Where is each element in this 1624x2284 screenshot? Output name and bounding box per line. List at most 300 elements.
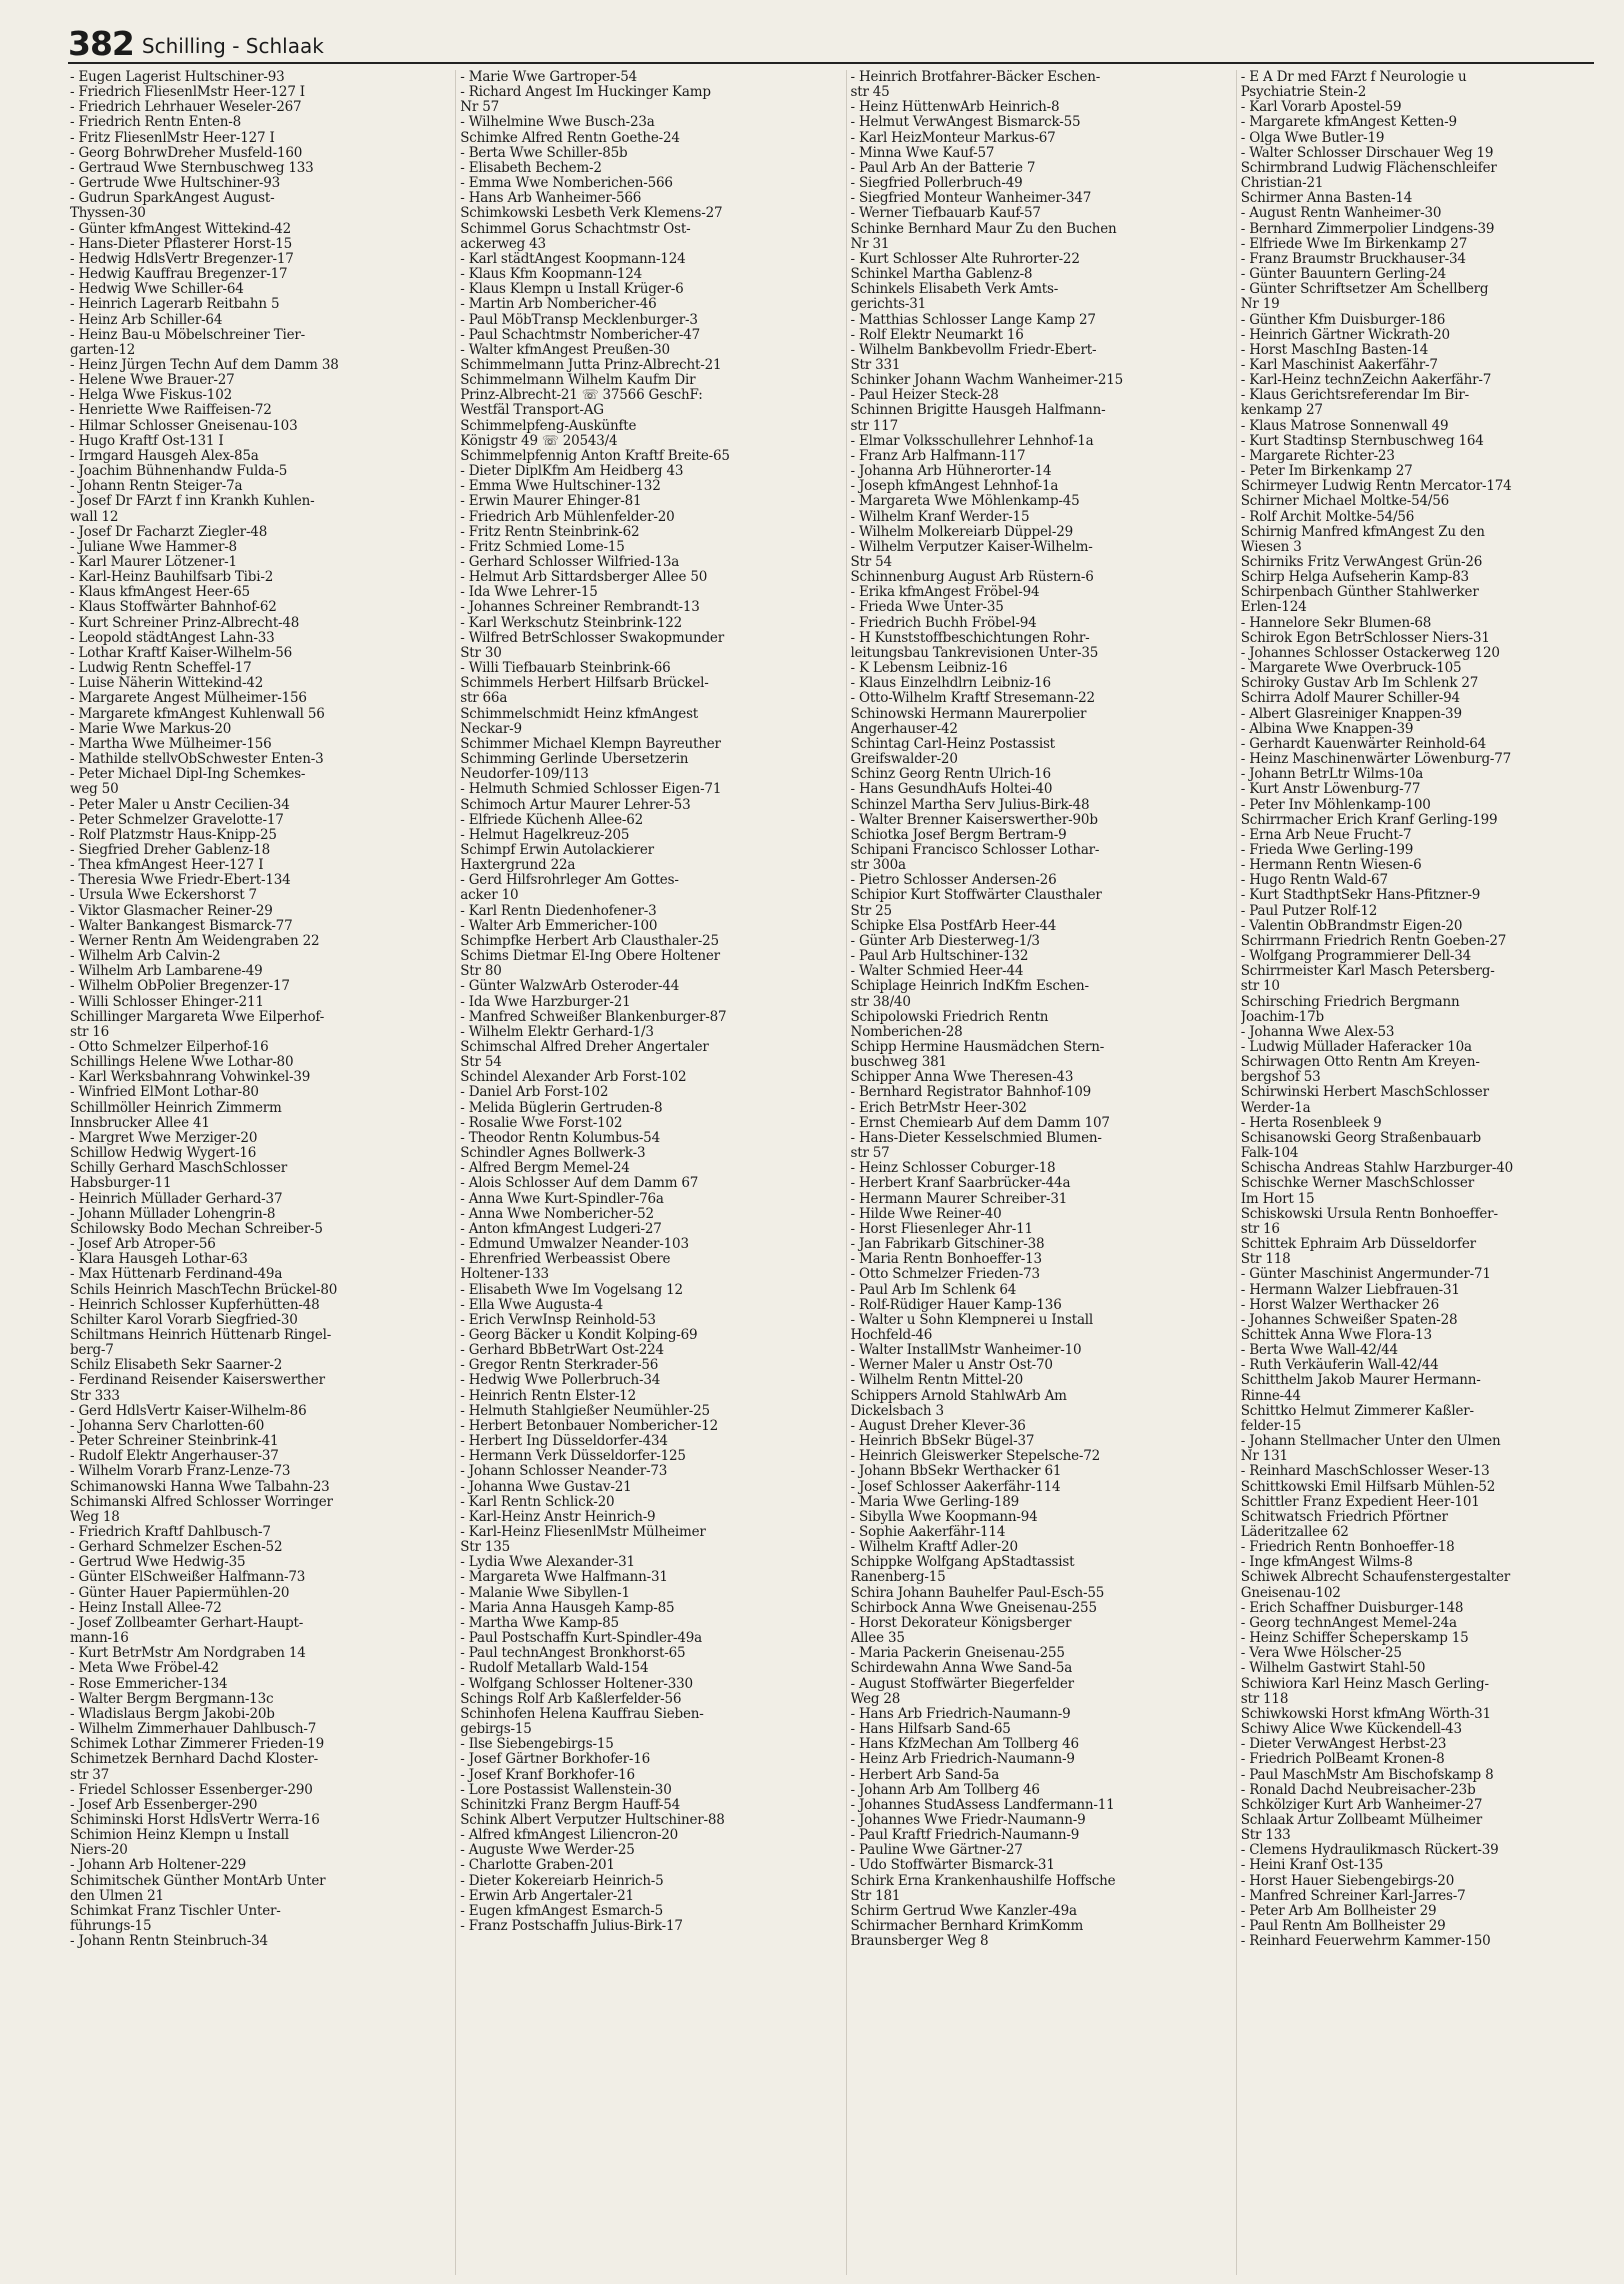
directory-entry: - Heinz Bau-u Möbelschreiner Tier- <box>70 327 306 343</box>
directory-entry: str 16 <box>1240 1221 1280 1237</box>
directory-entry: - Rosalie Wwe Forst-102 <box>460 1115 623 1131</box>
directory-entry: Str 133 <box>1240 1828 1291 1844</box>
directory-entry: - Georg BohrwDreher Musfeld-160 <box>70 145 303 161</box>
directory-entry: - Herta Rosenbleek 9 <box>1240 1115 1382 1131</box>
directory-entry: Schimmelpfennig Anton Kraftf Breite-65 <box>460 448 730 464</box>
directory-entry: - Josef Zollbeamter Gerhart-Haupt- <box>70 1615 304 1631</box>
directory-entry: str 300a <box>850 858 906 874</box>
directory-entry: - Peter Maler u Anstr Cecilien-34 <box>70 797 290 813</box>
directory-entry: - Peter Im Birkenkamp 27 <box>1240 464 1413 480</box>
directory-entry: Schimmelschmidt Heinz kfmAngest <box>460 706 699 722</box>
directory-entry: Schilz Elisabeth Sekr Saarner-2 <box>70 1358 283 1374</box>
directory-entry: Holtener-133 <box>460 1267 549 1283</box>
directory-entry: - Helene Wwe Brauer-27 <box>70 373 235 389</box>
directory-entry: Str 25 <box>850 903 892 919</box>
directory-entry: Schirra Adolf Maurer Schiller-94 <box>1240 691 1460 707</box>
directory-entry: - Walter Schlosser Dirschauer Weg 19 <box>1240 145 1494 161</box>
directory-entry: - Heinrich BbSekr Bügel-37 <box>850 1434 1035 1450</box>
directory-entry: Gneisenau-102 <box>1240 1585 1341 1601</box>
directory-entry: - Hans KfzMechan Am Tollberg 46 <box>850 1737 1079 1753</box>
directory-entry: - Paul Rentn Am Bollheister 29 <box>1240 1919 1446 1935</box>
directory-entry: str 45 <box>850 85 890 101</box>
directory-entry: - Hedwig HdlsVertr Bregenzer-17 <box>70 251 294 267</box>
directory-column-2 <box>455 70 829 2275</box>
directory-entry: Schira Johann Bauhelfer Paul-Esch-55 <box>850 1585 1105 1601</box>
directory-entry: - Emma Wwe Nomberichen-566 <box>460 176 673 192</box>
directory-entry: Str 30 <box>460 645 502 661</box>
directory-entry: - Johanna Wwe Gustav-21 <box>460 1479 632 1495</box>
directory-entry: - Walter Arb Emmericher-100 <box>460 918 658 934</box>
directory-entry: - Hilmar Schlosser Gneisenau-103 <box>70 418 298 434</box>
directory-entry: - Ludwig Müllader Haferacker 10a <box>1240 1040 1472 1055</box>
directory-entry: führungs-15 <box>70 1919 152 1935</box>
directory-entry: - Paul Heizer Steck-28 <box>850 388 999 404</box>
directory-entry: Schirmeyer Ludwig Rentn Mercator-174 <box>1240 479 1512 495</box>
directory-entry: - Albina Wwe Knappen-39 <box>1240 721 1414 737</box>
directory-entry: - Klaus Gerichtsreferendar Im Bir- <box>1240 388 1470 404</box>
directory-entry: - Johannes Schlosser Ostackerweg 120 <box>1240 645 1500 661</box>
directory-entry: - Klaus kfmAngest Heer-65 <box>70 585 250 601</box>
directory-entry: - Sophie Aakerfähr-114 <box>850 1525 1006 1540</box>
directory-entry: - Helmuth Stahlgießer Neumühler-25 <box>460 1403 710 1419</box>
directory-entry: - Matthias Schlosser Lange Kamp 27 <box>850 312 1096 328</box>
directory-entry: Schiwek Albrecht Schaufenstergestalter <box>1240 1570 1511 1586</box>
directory-entry: Schipolowski Friedrich Rentn <box>850 1009 1049 1025</box>
directory-entry: - Luise Näherin Wittekind-42 <box>70 676 264 692</box>
directory-entry: - Wilhelm Verputzer Kaiser-Wilhelm- <box>850 539 1093 555</box>
directory-entry: - Wilhelm ObPolier Bregenzer-17 <box>70 979 290 995</box>
directory-entry: - Günter ElSchweißer Halfmann-73 <box>70 1570 306 1586</box>
directory-entry: Nr 31 <box>850 236 890 252</box>
directory-entry: - Pauline Wwe Gärtner-27 <box>850 1843 1023 1859</box>
directory-entry: - Maria Rentn Bonhoeffer-13 <box>850 1252 1042 1268</box>
directory-entry: - Heinz Maschinenwärter Löwenburg-77 <box>1240 752 1512 768</box>
directory-entry: - Paul MaschMstr Am Bischofskamp 8 <box>1240 1767 1494 1783</box>
directory-entry: - Eugen kfmAngest Esmarch-5 <box>460 1903 664 1919</box>
directory-entry: Schirpenbach Günther Stahlwerker <box>1240 585 1479 601</box>
directory-entry: - Reinhard MaschSchlosser Weser-13 <box>1240 1464 1490 1480</box>
directory-entry: Str 331 <box>850 357 901 373</box>
directory-entry: - Fritz Schmied Lome-15 <box>460 539 625 555</box>
directory-entry: - Wilhelm Vorarb Franz-Lenze-73 <box>70 1464 291 1480</box>
directory-entry: Schirsching Friedrich Bergmann <box>1240 994 1460 1010</box>
directory-entry: - Rudolf Metallarb Wald-154 <box>460 1661 649 1677</box>
directory-entry: Schiroky Gustav Arb Im Schlenk 27 <box>1240 676 1479 692</box>
directory-entry: - Johanna Serv Charlotten-60 <box>70 1418 265 1434</box>
running-title: Schilling - Schlaak <box>141 34 324 58</box>
directory-entry: Falk-104 <box>1240 1146 1299 1162</box>
directory-entry: - Peter Michael Dipl-Ing Schemkes- <box>70 767 306 783</box>
directory-entry: - Margareta Wwe Halfmann-31 <box>460 1570 668 1586</box>
directory-entry: - Juliane Wwe Hammer-8 <box>70 539 237 555</box>
directory-entry: - Walter Brenner Kaiserswerther-90b <box>850 812 1098 828</box>
directory-entry: Schittek Ephraim Arb Düsseldorfer <box>1240 1237 1476 1253</box>
directory-entry: Schirok Egon BetrSchlosser Niers-31 <box>1240 630 1490 646</box>
directory-entry: Schirrmacher Erich Kranf Gerling-199 <box>1240 812 1498 828</box>
directory-entry: Joachim-17b <box>1240 1009 1324 1025</box>
directory-entry: - Charlotte Graben-201 <box>460 1858 615 1874</box>
directory-entry: garten-12 <box>70 342 136 358</box>
directory-entry: - Erich BetrMstr Heer-302 <box>850 1100 1027 1116</box>
directory-entry: Nr 19 <box>1240 297 1280 313</box>
directory-entry: Schils Heinrich MaschTechn Brückel-80 <box>70 1282 338 1298</box>
directory-entry: - Mathilde stellvObSchwester Enten-3 <box>70 752 324 768</box>
directory-entry: - Wilhelm Arb Lambarene-49 <box>70 964 263 980</box>
directory-entry: - Wilhelm Gastwirt Stahl-50 <box>1240 1661 1426 1677</box>
directory-entry: bergshof 53 <box>1240 1070 1321 1086</box>
directory-entry: - Klara Hausgeh Lothar-63 <box>70 1252 248 1268</box>
directory-entry: - Johanna Arb Hühnerorter-14 <box>850 464 1052 480</box>
directory-entry: - Jan Fabrikarb Gitschiner-38 <box>850 1237 1045 1253</box>
directory-entry: - Heinrich Müllader Gerhard-37 <box>70 1191 283 1207</box>
directory-entry: - Friedrich Buchh Fröbel-94 <box>850 615 1037 631</box>
directory-entry: - Hedwig Kauffrau Bregenzer-17 <box>70 267 288 283</box>
directory-entry: - Werner Tiefbauarb Kauf-57 <box>850 206 1041 222</box>
directory-entry: Schiotka Josef Bergm Bertram-9 <box>850 827 1067 843</box>
directory-entry: - Frieda Wwe Unter-35 <box>850 600 1004 616</box>
directory-entry: mann-16 <box>70 1631 129 1647</box>
directory-entry: - Heinz Jürgen Techn Auf dem Damm 38 <box>70 357 339 373</box>
directory-entry: - Gerhard Schmelzer Eschen-52 <box>70 1540 283 1556</box>
directory-entry: Schitwatsch Friedrich Pförtner <box>1240 1509 1448 1525</box>
directory-entry: - Elfriede Küchenh Allee-62 <box>460 812 644 828</box>
directory-entry: - Johann Rentn Steinbruch-34 <box>70 1934 268 1950</box>
directory-entry: Str 135 <box>460 1540 511 1556</box>
directory-entry: Str 54 <box>460 1055 502 1071</box>
directory-entry: Weg 18 <box>70 1509 120 1525</box>
directory-entry: buschweg 381 <box>850 1055 947 1071</box>
directory-entry: - Lydia Wwe Alexander-31 <box>460 1555 635 1571</box>
directory-entry: Schimmelmann Jutta Prinz-Albrecht-21 <box>460 357 722 373</box>
directory-entry: - Otto Schmelzer Frieden-73 <box>850 1267 1040 1283</box>
directory-entry: Schiminski Horst HdlsVertr Werra-16 <box>70 1812 320 1828</box>
directory-entry: Schimoch Artur Maurer Lehrer-53 <box>460 797 691 813</box>
directory-entry: Schimanowski Hanna Wwe Talbahn-23 <box>70 1479 330 1495</box>
directory-entry: - Heinz Schlosser Coburger-18 <box>850 1161 1056 1177</box>
directory-entry: - Heinrich Brotfahrer-Bäcker Eschen- <box>850 70 1101 85</box>
directory-entry: - Johann Stellmacher Unter den Ulmen <box>1240 1434 1501 1450</box>
directory-entry: - Herbert Kranf Saarbrücker-44a <box>850 1176 1071 1192</box>
directory-entry: - Rose Emmericher-134 <box>70 1676 228 1692</box>
directory-entry: - Karl Maschinist Aakerfähr-7 <box>1240 357 1438 373</box>
directory-entry: Schimmel Gorus Schachtmstr Ost- <box>460 221 691 237</box>
directory-entry: Schinitzki Franz Bergm Hauff-54 <box>460 1797 681 1813</box>
directory-entry: Nr 57 <box>460 100 499 116</box>
directory-entry: - Gudrun SparkAngest August- <box>70 191 275 207</box>
directory-entry: - Richard Angest Im Huckinger Kamp <box>460 85 711 101</box>
directory-entry: Schipior Kurt Stoffwärter Clausthaler <box>850 888 1102 904</box>
directory-entry: - Dieter Kokereiarb Heinrich-5 <box>460 1873 664 1889</box>
directory-entry: Schirp Helga Aufseherin Kamp-83 <box>1240 570 1469 586</box>
directory-entry: Schimmelpfeng-Auskünfte <box>460 418 637 434</box>
directory-entry: - Klaus Matrose Sonnenwall 49 <box>1240 418 1449 434</box>
directory-entry: - Joachim Bühnenhandw Fulda-5 <box>70 464 288 480</box>
directory-entry: Hochfeld-46 <box>850 1327 933 1343</box>
directory-entry: - Karl HeizMonteur Markus-67 <box>850 130 1056 146</box>
directory-entry: - Günter Hauer Papiermühlen-20 <box>70 1585 290 1601</box>
directory-entry: Schimke Alfred Rentn Goethe-24 <box>460 130 680 146</box>
directory-entry: - Ludwig Rentn Scheffel-17 <box>70 661 252 677</box>
directory-entry: - Friedrich Lehrhauer Weseler-267 <box>70 100 302 116</box>
directory-entry: Schink Albert Verputzer Hultschiner-88 <box>460 1812 725 1828</box>
directory-entry: - Theodor Rentn Kolumbus-54 <box>460 1130 660 1146</box>
directory-entry: - Josef Dr FArzt f inn Krankh Kuhlen- <box>70 494 315 510</box>
directory-entry: Schlaak Artur Zollbeamt Mülheimer <box>1240 1812 1483 1828</box>
directory-entry: - Hans Arb Friedrich-Naumann-9 <box>850 1706 1071 1722</box>
directory-entry: str 37 <box>70 1767 110 1783</box>
directory-entry: - Winfried ElMont Lothar-80 <box>70 1085 259 1101</box>
directory-entry: - Leopold städtAngest Lahn-33 <box>70 630 275 646</box>
directory-entry: Str 54 <box>850 555 892 570</box>
directory-entry: - Walter Schmied Heer-44 <box>850 964 1024 980</box>
directory-entry: - Josef Arb Atroper-56 <box>70 1237 216 1253</box>
directory-entry: Weg 28 <box>850 1691 901 1707</box>
directory-entry: berg-7 <box>70 1343 114 1359</box>
directory-entry: Schimpf Erwin Autolackierer <box>460 842 654 858</box>
directory-entry: Schimitschek Günther MontArb Unter <box>70 1873 326 1889</box>
directory-entry: - Friedrich PolBeamt Kronen-8 <box>1240 1752 1445 1768</box>
directory-entry: - Walter Bergm Bergmann-13c <box>70 1691 274 1707</box>
directory-entry: - Elmar Volksschullehrer Lehnhof-1a <box>850 433 1094 449</box>
directory-entry: - Hans-Dieter Kesselschmied Blumen- <box>850 1130 1102 1146</box>
directory-entry: - Josef Dr Facharzt Ziegler-48 <box>70 524 268 540</box>
directory-entry: Schilly Gerhard MaschSchlosser <box>70 1161 288 1177</box>
directory-entry: - Kurt Schlosser Alte Ruhrorter-22 <box>850 251 1080 267</box>
directory-entry: str 16 <box>70 1024 110 1040</box>
directory-entry: Schirwinski Herbert MaschSchlosser <box>1240 1085 1489 1101</box>
directory-entry: - Walter kfmAngest Preußen-30 <box>460 342 670 358</box>
directory-entry: - Paul Kraftf Friedrich-Naumann-9 <box>850 1828 1080 1844</box>
directory-entry: - Hans GesundhAufs Holtei-40 <box>850 782 1053 798</box>
directory-entry: Läderitzallee 62 <box>1240 1525 1349 1540</box>
directory-entry: - Anton kfmAngest Ludgeri-27 <box>460 1221 662 1237</box>
directory-entry: - E A Dr med FArzt f Neurologie u <box>1240 70 1467 85</box>
directory-entry: - Josef Gärtner Borkhofer-16 <box>460 1752 651 1768</box>
directory-entry: Schirniks Fritz VerwAngest Grün-26 <box>1240 555 1483 570</box>
directory-entry: Schimpfke Herbert Arb Clausthaler-25 <box>460 933 719 949</box>
directory-entry: - Hans Arb Wanheimer-566 <box>460 191 642 207</box>
directory-entry: - Johann BbSekr Werthacker 61 <box>850 1464 1062 1480</box>
directory-entry: - Horst Dekorateur Königsberger <box>850 1615 1072 1631</box>
directory-entry: - Max Hüttenarb Ferdinand-49a <box>70 1267 283 1283</box>
directory-entry: - Erwin Maurer Ehinger-81 <box>460 494 642 510</box>
directory-entry: kenkamp 27 <box>1240 403 1323 419</box>
directory-entry: - Daniel Arb Forst-102 <box>460 1085 609 1101</box>
directory-entry: Prinz-Albrecht-21 ☏ 37566 GeschF: <box>460 388 703 404</box>
directory-entry: gerichts-31 <box>850 297 927 313</box>
directory-columns <box>70 70 1610 2275</box>
directory-entry: - Johann Arb Am Tollberg 46 <box>850 1782 1040 1798</box>
directory-entry: Schkölziger Kurt Arb Wanheimer-27 <box>1240 1797 1483 1813</box>
directory-entry: - Herbert Ing Düsseldorfer-434 <box>460 1434 668 1450</box>
directory-entry: Schims Dietmar El-Ing Obere Holtener <box>460 949 720 965</box>
directory-entry: Haxtergrund 22a <box>460 858 576 874</box>
directory-entry: - Anna Wwe Nombericher-52 <box>460 1206 654 1222</box>
directory-entry: - Margret Wwe Merziger-20 <box>70 1130 258 1146</box>
directory-entry: - Friedrich Arb Mühlenfelder-20 <box>460 509 675 525</box>
directory-entry: - Eugen Lagerist Hultschiner-93 <box>70 70 285 85</box>
directory-entry: Innsbrucker Allee 41 <box>70 1115 210 1131</box>
directory-entry: Braunsberger Weg 8 <box>850 1934 989 1950</box>
directory-entry: Schirmer Anna Basten-14 <box>1240 191 1413 207</box>
directory-entry: - H Kunststoffbeschichtungen Rohr- <box>850 630 1090 646</box>
directory-entry: Str 333 <box>70 1388 120 1404</box>
directory-entry: - Margarete Wwe Overbruck-105 <box>1240 661 1462 677</box>
directory-entry: - Klaus Stoffwärter Bahnhof-62 <box>70 600 277 616</box>
directory-entry: - Hugo Kraftf Ost-131 I <box>70 433 224 449</box>
directory-entry: Schiwy Alice Wwe Kückendell-43 <box>1240 1722 1462 1738</box>
directory-entry: - Albert Glasreiniger Knappen-39 <box>1240 706 1462 722</box>
directory-entry: wall 12 <box>70 509 119 525</box>
directory-entry: - Margarete Angest Mülheimer-156 <box>70 691 307 707</box>
directory-entry: Schinz Georg Rentn Ulrich-16 <box>850 767 1051 783</box>
directory-entry: - Melida Büglerin Gertruden-8 <box>460 1100 663 1116</box>
directory-entry: Schinzel Martha Serv Julius-Birk-48 <box>850 797 1090 813</box>
directory-entry: - Johann Schlosser Neander-73 <box>460 1464 668 1480</box>
directory-entry: - Minna Wwe Kauf-57 <box>850 145 995 161</box>
directory-entry: - Horst MaschIng Basten-14 <box>1240 342 1429 358</box>
directory-entry: - Martha Wwe Mülheimer-156 <box>70 736 272 752</box>
directory-entry: - Inge kfmAngest Wilms-8 <box>1240 1555 1413 1571</box>
directory-entry: Schilowsky Bodo Mechan Schreiber-5 <box>70 1221 323 1237</box>
directory-entry: - Ernst Chemiearb Auf dem Damm 107 <box>850 1115 1110 1131</box>
directory-entry: - Emma Wwe Hultschiner-132 <box>460 479 661 495</box>
directory-entry: - Martin Arb Nombericher-46 <box>460 297 657 313</box>
directory-entry: - Heinz Schiffer Scheperskamp 15 <box>1240 1631 1469 1647</box>
directory-entry: str 118 <box>1240 1691 1289 1707</box>
directory-entry: - August Stoffwärter Biegerfelder <box>850 1676 1074 1692</box>
directory-entry: Schipper Anna Wwe Theresen-43 <box>850 1070 1074 1086</box>
directory-entry: Schipani Francisco Schlosser Lothar- <box>850 842 1100 858</box>
directory-entry: - Günter Arb Diesterweg-1/3 <box>850 933 1040 949</box>
directory-entry: Christian-21 <box>1240 176 1324 192</box>
directory-entry: - Elfriede Wwe Im Birkenkamp 27 <box>1240 236 1468 252</box>
directory-entry: Schinhofen Helena Kauffrau Sieben- <box>460 1706 704 1722</box>
directory-entry: - Hermann Rentn Wiesen-6 <box>1240 858 1422 874</box>
directory-entry: den Ulmen 21 <box>70 1888 164 1904</box>
directory-entry: - Marie Wwe Gartroper-54 <box>460 70 638 85</box>
directory-entry: - Olga Wwe Butler-19 <box>1240 130 1385 146</box>
directory-entry: Allee 35 <box>850 1631 905 1647</box>
directory-entry: Schirrmann Friedrich Rentn Goeben-27 <box>1240 933 1507 949</box>
directory-entry: - Karl städtAngest Koopmann-124 <box>460 251 686 267</box>
directory-entry: - Josef Kranf Borkhofer-16 <box>460 1767 635 1783</box>
directory-entry: - Ursula Wwe Eckershorst 7 <box>70 888 257 904</box>
directory-entry: - Erwin Arb Angertaler-21 <box>460 1888 634 1904</box>
directory-entry: - Ferdinand Reisender Kaiserswerther <box>70 1373 325 1389</box>
directory-entry: - Edmund Umwalzer Neander-103 <box>460 1237 689 1253</box>
directory-entry: - Rolf Archit Moltke-54/56 <box>1240 509 1415 525</box>
directory-entry: Greifswalder-20 <box>850 752 958 768</box>
directory-entry: - Klaus Einzelhdlrn Leibniz-16 <box>850 676 1051 692</box>
directory-entry: - Hermann Verk Düsseldorfer-125 <box>460 1449 686 1465</box>
directory-entry: - Paul technAngest Bronkhorst-65 <box>460 1646 686 1662</box>
directory-entry: - Heinz Arb Friedrich-Naumann-9 <box>850 1752 1075 1768</box>
directory-entry: - Gerhard BbBetrWart Ost-224 <box>460 1343 664 1359</box>
directory-entry: Schindler Agnes Bollwerk-3 <box>460 1146 646 1162</box>
directory-entry: - Thea kfmAngest Heer-127 I <box>70 858 264 874</box>
directory-entry: Schipke Elsa PostfArb Heer-44 <box>850 918 1057 934</box>
directory-entry: - Berta Wwe Schiller-85b <box>460 145 628 161</box>
directory-entry: - Gregor Rentn Sterkrader-56 <box>460 1358 659 1374</box>
directory-entry: - Siegfried Dreher Gablenz-18 <box>70 842 270 858</box>
directory-entry: Schimion Heinz Klempn u Install <box>70 1828 289 1844</box>
directory-entry: - Karl Werkschutz Steinbrink-122 <box>460 615 683 631</box>
directory-entry: - Heinz Arb Schiller-64 <box>70 312 223 328</box>
directory-entry: - Johanna Wwe Alex-53 <box>1240 1024 1395 1040</box>
directory-entry: - Heinz Install Allee-72 <box>70 1600 222 1616</box>
directory-entry: Schimschal Alfred Dreher Angertaler <box>460 1040 709 1055</box>
directory-entry: - Karl-Heinz technZeichn Aakerfähr-7 <box>1240 373 1492 389</box>
directory-entry: Schinke Bernhard Maur Zu den Buchen <box>850 221 1117 237</box>
directory-entry: - Siegfried Pollerbruch-49 <box>850 176 1023 192</box>
directory-entry: - Elisabeth Wwe Im Vogelsang 12 <box>460 1282 683 1298</box>
directory-entry: - Elisabeth Bechem-2 <box>460 160 602 176</box>
directory-entry: Schimkowski Lesbeth Verk Klemens-27 <box>460 206 723 222</box>
directory-entry: - Johann Müllader Lohengrin-8 <box>70 1206 276 1222</box>
directory-entry: Westfäl Transport-AG <box>460 403 604 419</box>
directory-entry: - Paul Putzer Rolf-12 <box>1240 903 1378 919</box>
directory-entry: - Dieter DiplKfm Am Heidberg 43 <box>460 464 684 480</box>
directory-entry: - Wilhelm Kraftf Adler-20 <box>850 1540 1018 1556</box>
directory-entry: - Johannes Schreiner Rembrandt-13 <box>460 600 700 616</box>
directory-entry: - Klaus Klempn u Install Krüger-6 <box>460 282 684 298</box>
directory-entry: Nr 131 <box>1240 1449 1288 1465</box>
directory-entry: - Gertrude Wwe Hultschiner-93 <box>70 176 281 192</box>
directory-entry: - Hugo Rentn Wald-67 <box>1240 873 1388 889</box>
directory-entry: - Reinhard Feuerwehrm Kammer-150 <box>1240 1934 1491 1950</box>
directory-column-3 <box>846 70 1220 2275</box>
directory-entry: - Helmut Hagelkreuz-205 <box>460 827 630 843</box>
directory-entry: Schinnen Brigitte Hausgeh Halfmann- <box>850 403 1106 419</box>
directory-entry: - Siegfried Monteur Wanheimer-347 <box>850 191 1092 207</box>
directory-entry: - Gerd HdlsVertr Kaiser-Wilhelm-86 <box>70 1403 307 1419</box>
directory-entry: - Wilhelm Rentn Mittel-20 <box>850 1373 1024 1389</box>
directory-entry: - Walter Bankangest Bismarck-77 <box>70 918 293 934</box>
directory-entry: Schimmer Michael Klempn Bayreuther <box>460 736 721 752</box>
directory-column-1 <box>70 70 439 2275</box>
directory-entry: - Johann Rentn Steiger-7a <box>70 479 243 495</box>
directory-entry: str 66a <box>460 691 508 707</box>
directory-entry: Schindel Alexander Arb Forst-102 <box>460 1070 687 1086</box>
directory-entry: Ranenberg-15 <box>850 1570 946 1586</box>
directory-entry: - Margareta Wwe Möhlenkamp-45 <box>850 494 1080 510</box>
directory-entry: - Josef Schlosser Aakerfähr-114 <box>850 1479 1061 1495</box>
directory-entry: Schimek Lothar Zimmerer Frieden-19 <box>70 1737 324 1753</box>
directory-entry: - Günther Kfm Duisburger-186 <box>1240 312 1446 328</box>
directory-entry: str 57 <box>850 1146 890 1162</box>
directory-entry: - Ronald Dachd Neubreisacher-23b <box>1240 1782 1476 1798</box>
directory-entry: Habsburger-11 <box>70 1176 172 1192</box>
directory-entry: - Henriette Wwe Raiffeisen-72 <box>70 403 272 419</box>
directory-entry: - Anna Wwe Kurt-Spindler-76a <box>460 1191 664 1207</box>
directory-entry: Schillow Hedwig Wygert-16 <box>70 1146 257 1162</box>
directory-entry: - Heinrich Gärtner Wickrath-20 <box>1240 327 1450 343</box>
directory-entry: - Wolfgang Schlosser Holtener-330 <box>460 1676 693 1692</box>
directory-entry: - Auguste Wwe Werder-25 <box>460 1843 635 1859</box>
directory-entry: - Erich Schaffner Duisburger-148 <box>1240 1600 1464 1616</box>
directory-entry: - Hedwig Wwe Pollerbruch-34 <box>460 1373 661 1389</box>
directory-entry: - Malanie Wwe Sibyllen-1 <box>460 1585 630 1601</box>
directory-entry: - Margarete kfmAngest Ketten-9 <box>1240 115 1457 131</box>
directory-entry: Schimkat Franz Tischler Unter- <box>70 1903 281 1919</box>
directory-entry: - Horst Hauer Siebengebirgs-20 <box>1240 1873 1455 1889</box>
directory-entry: Schiwkowski Horst kfmAng Wörth-31 <box>1240 1706 1491 1722</box>
directory-entry: - Udo Stoffwärter Bismarck-31 <box>850 1858 1055 1874</box>
directory-entry: - Maria Anna Hausgeh Kamp-85 <box>460 1600 675 1616</box>
directory-entry: - Walter u Sohn Klempnerei u Install <box>850 1312 1094 1328</box>
directory-entry: - Helmut VerwAngest Bismarck-55 <box>850 115 1081 131</box>
